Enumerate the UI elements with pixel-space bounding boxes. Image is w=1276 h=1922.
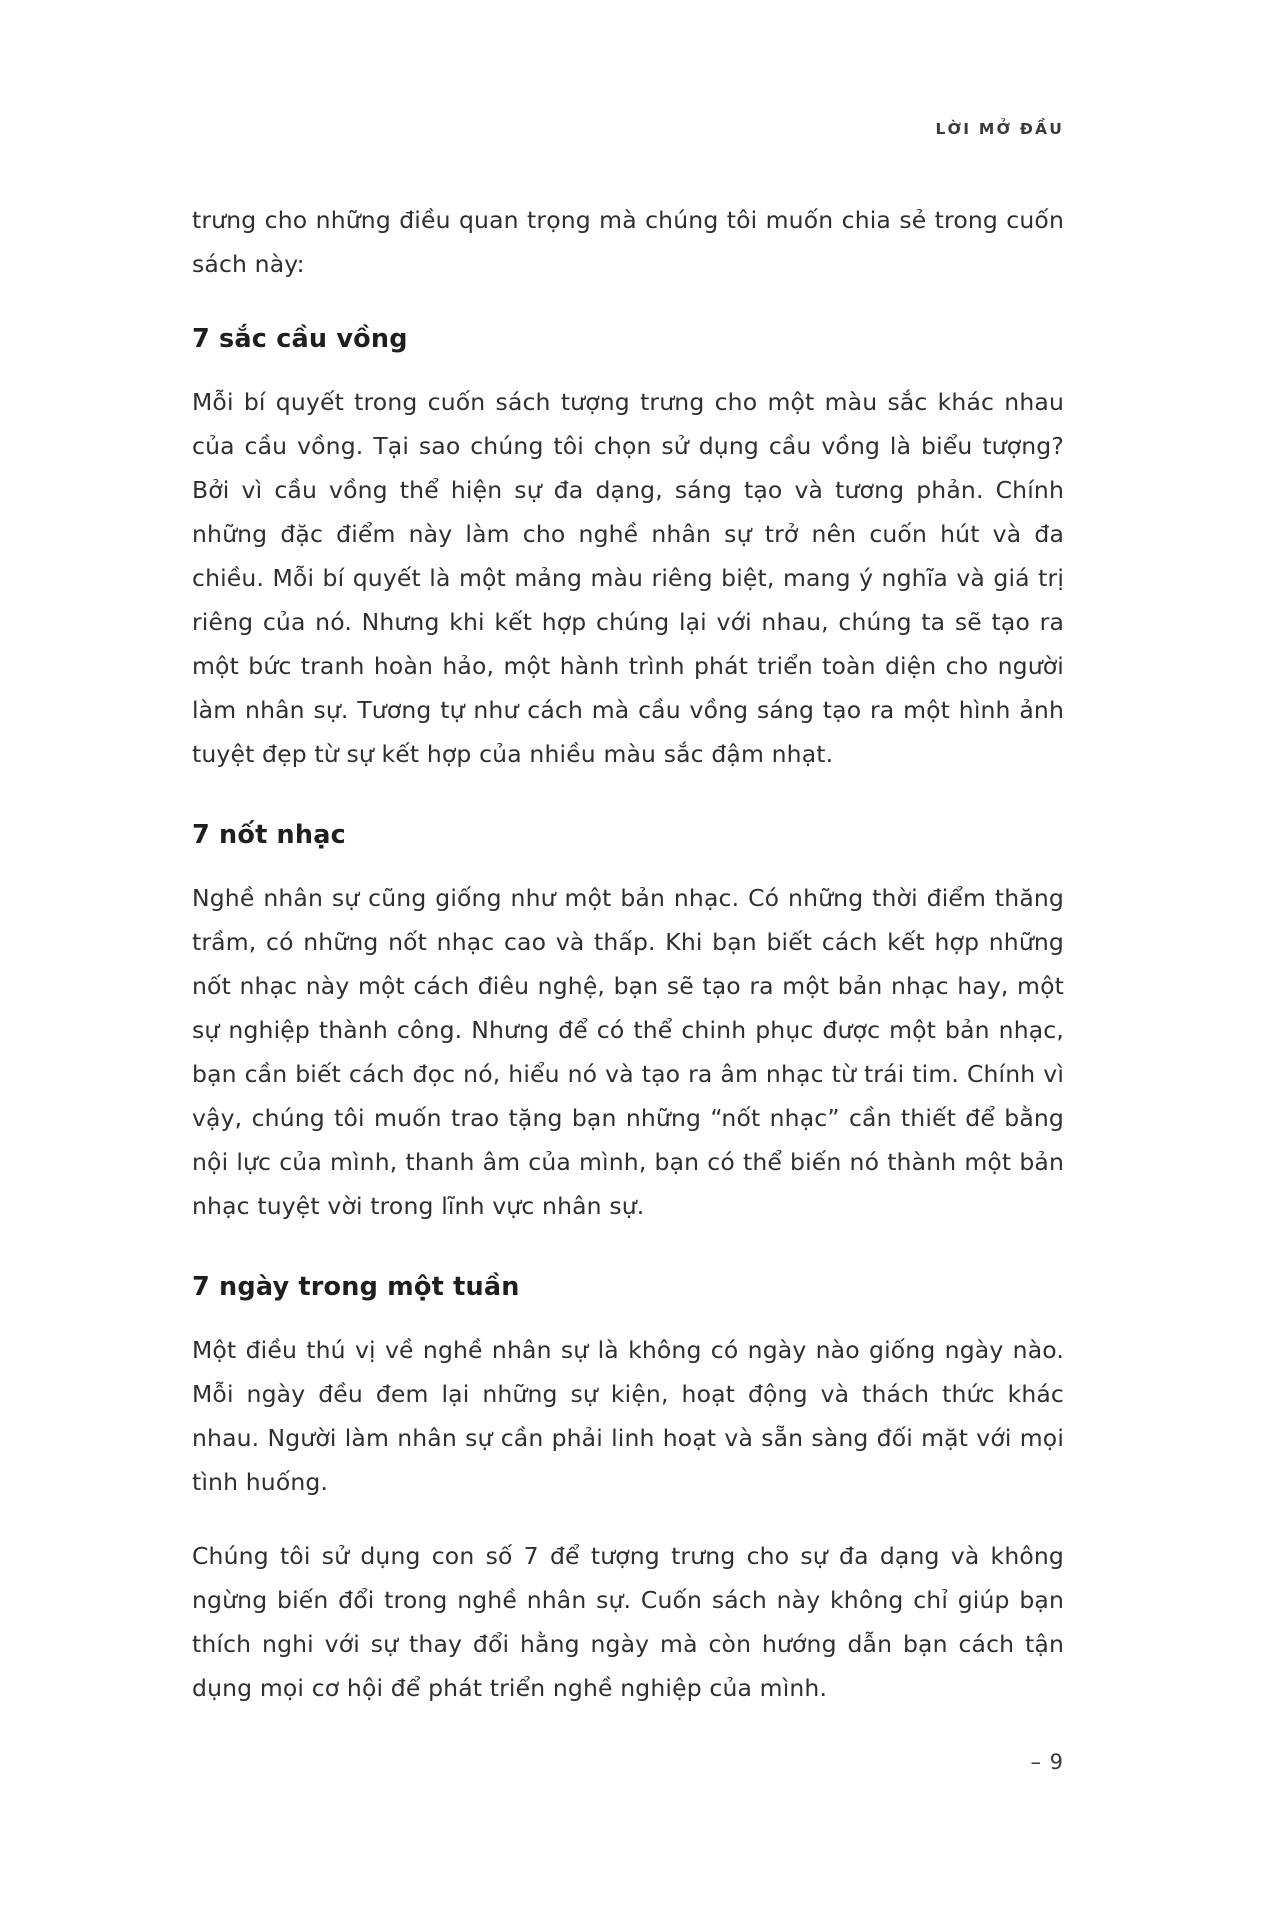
section-title-week: 7 ngày trong một tuần <box>192 1272 520 1302</box>
section-title-notes: 7 nốt nhạc <box>192 820 346 850</box>
section-paragraph-week-2: Chúng tôi sử dụng con số 7 để tượng trưng cho sự đa dạng và không ngừng biến đổi trong nghề nhân sự. Cuốn sách này không chỉ giúp bạn thích nghi với sự thay đổi hằng ngày mà còn hướng dẫn bạn cách tận dụng mọi cơ hội để phát triển nghề nghiệp của mình. <box>192 1542 1064 1702</box>
page-content <box>192 120 1064 1744</box>
section-paragraph-rainbow: Mỗi bí quyết trong cuốn sách tượng trưng cho một màu sắc khác nhau của cầu vồng. Tại sao chúng tôi chọn sử dụng cầu vồng là biểu tượng? Bởi vì cầu vồng thể hiện sự đa dạng, sáng tạo và tương phản. Chính những đặc điểm này làm cho nghề nhân sự trở nên cuốn hút và đa chiều. Mỗi bí quyết là một mảng màu riêng biệt, mang ý nghĩa và giá trị riêng của nó. Nhưng khi kết hợp chúng lại với nhau, chúng ta sẽ tạo ra một bức tranh hoàn hảo, một hành trình phát triển toàn diện cho người làm nhân sự. Tương tự như cách mà cầu vồng sáng tạo ra một hình ảnh tuyệt đẹp từ sự kết hợp của nhiều màu sắc đậm nhạt. <box>192 388 1064 768</box>
section-paragraph-notes: Nghề nhân sự cũng giống như một bản nhạc. Có những thời điểm thăng trầm, có những nốt nhạc cao và thấp. Khi bạn biết cách kết hợp những nốt nhạc này một cách điêu nghệ, bạn sẽ tạo ra một bản nhạc hay, một sự nghiệp thành công. Nhưng để có thể chinh phục được một bản nhạc, bạn cần biết cách đọc nó, hiểu nó và tạo ra âm nhạc từ trái tim. Chính vì vậy, chúng tôi muốn trao tặng bạn những “nốt nhạc” cần thiết để bằng nội lực của mình, thanh âm của mình, bạn có thể biến nó thành một bản nhạc tuyệt vời trong lĩnh vực nhân sự. <box>192 884 1064 1220</box>
intro-paragraph: trưng cho những điều quan trọng mà chúng tôi muốn chia sẻ trong cuốn sách này: <box>192 206 1064 278</box>
page-number: – 9 <box>1030 1750 1064 1774</box>
running-head: LỜI MỞ ĐẦU <box>935 120 1064 138</box>
section-title-rainbow: 7 sắc cầu vồng <box>192 324 408 354</box>
section-paragraph-week-1: Một điều thú vị về nghề nhân sự là không có ngày nào giống ngày nào. Mỗi ngày đều đem lại những sự kiện, hoạt động và thách thức khác nhau. Người làm nhân sự cần phải linh hoạt và sẵn sàng đối mặt với mọi tình huống. <box>192 1336 1064 1496</box>
